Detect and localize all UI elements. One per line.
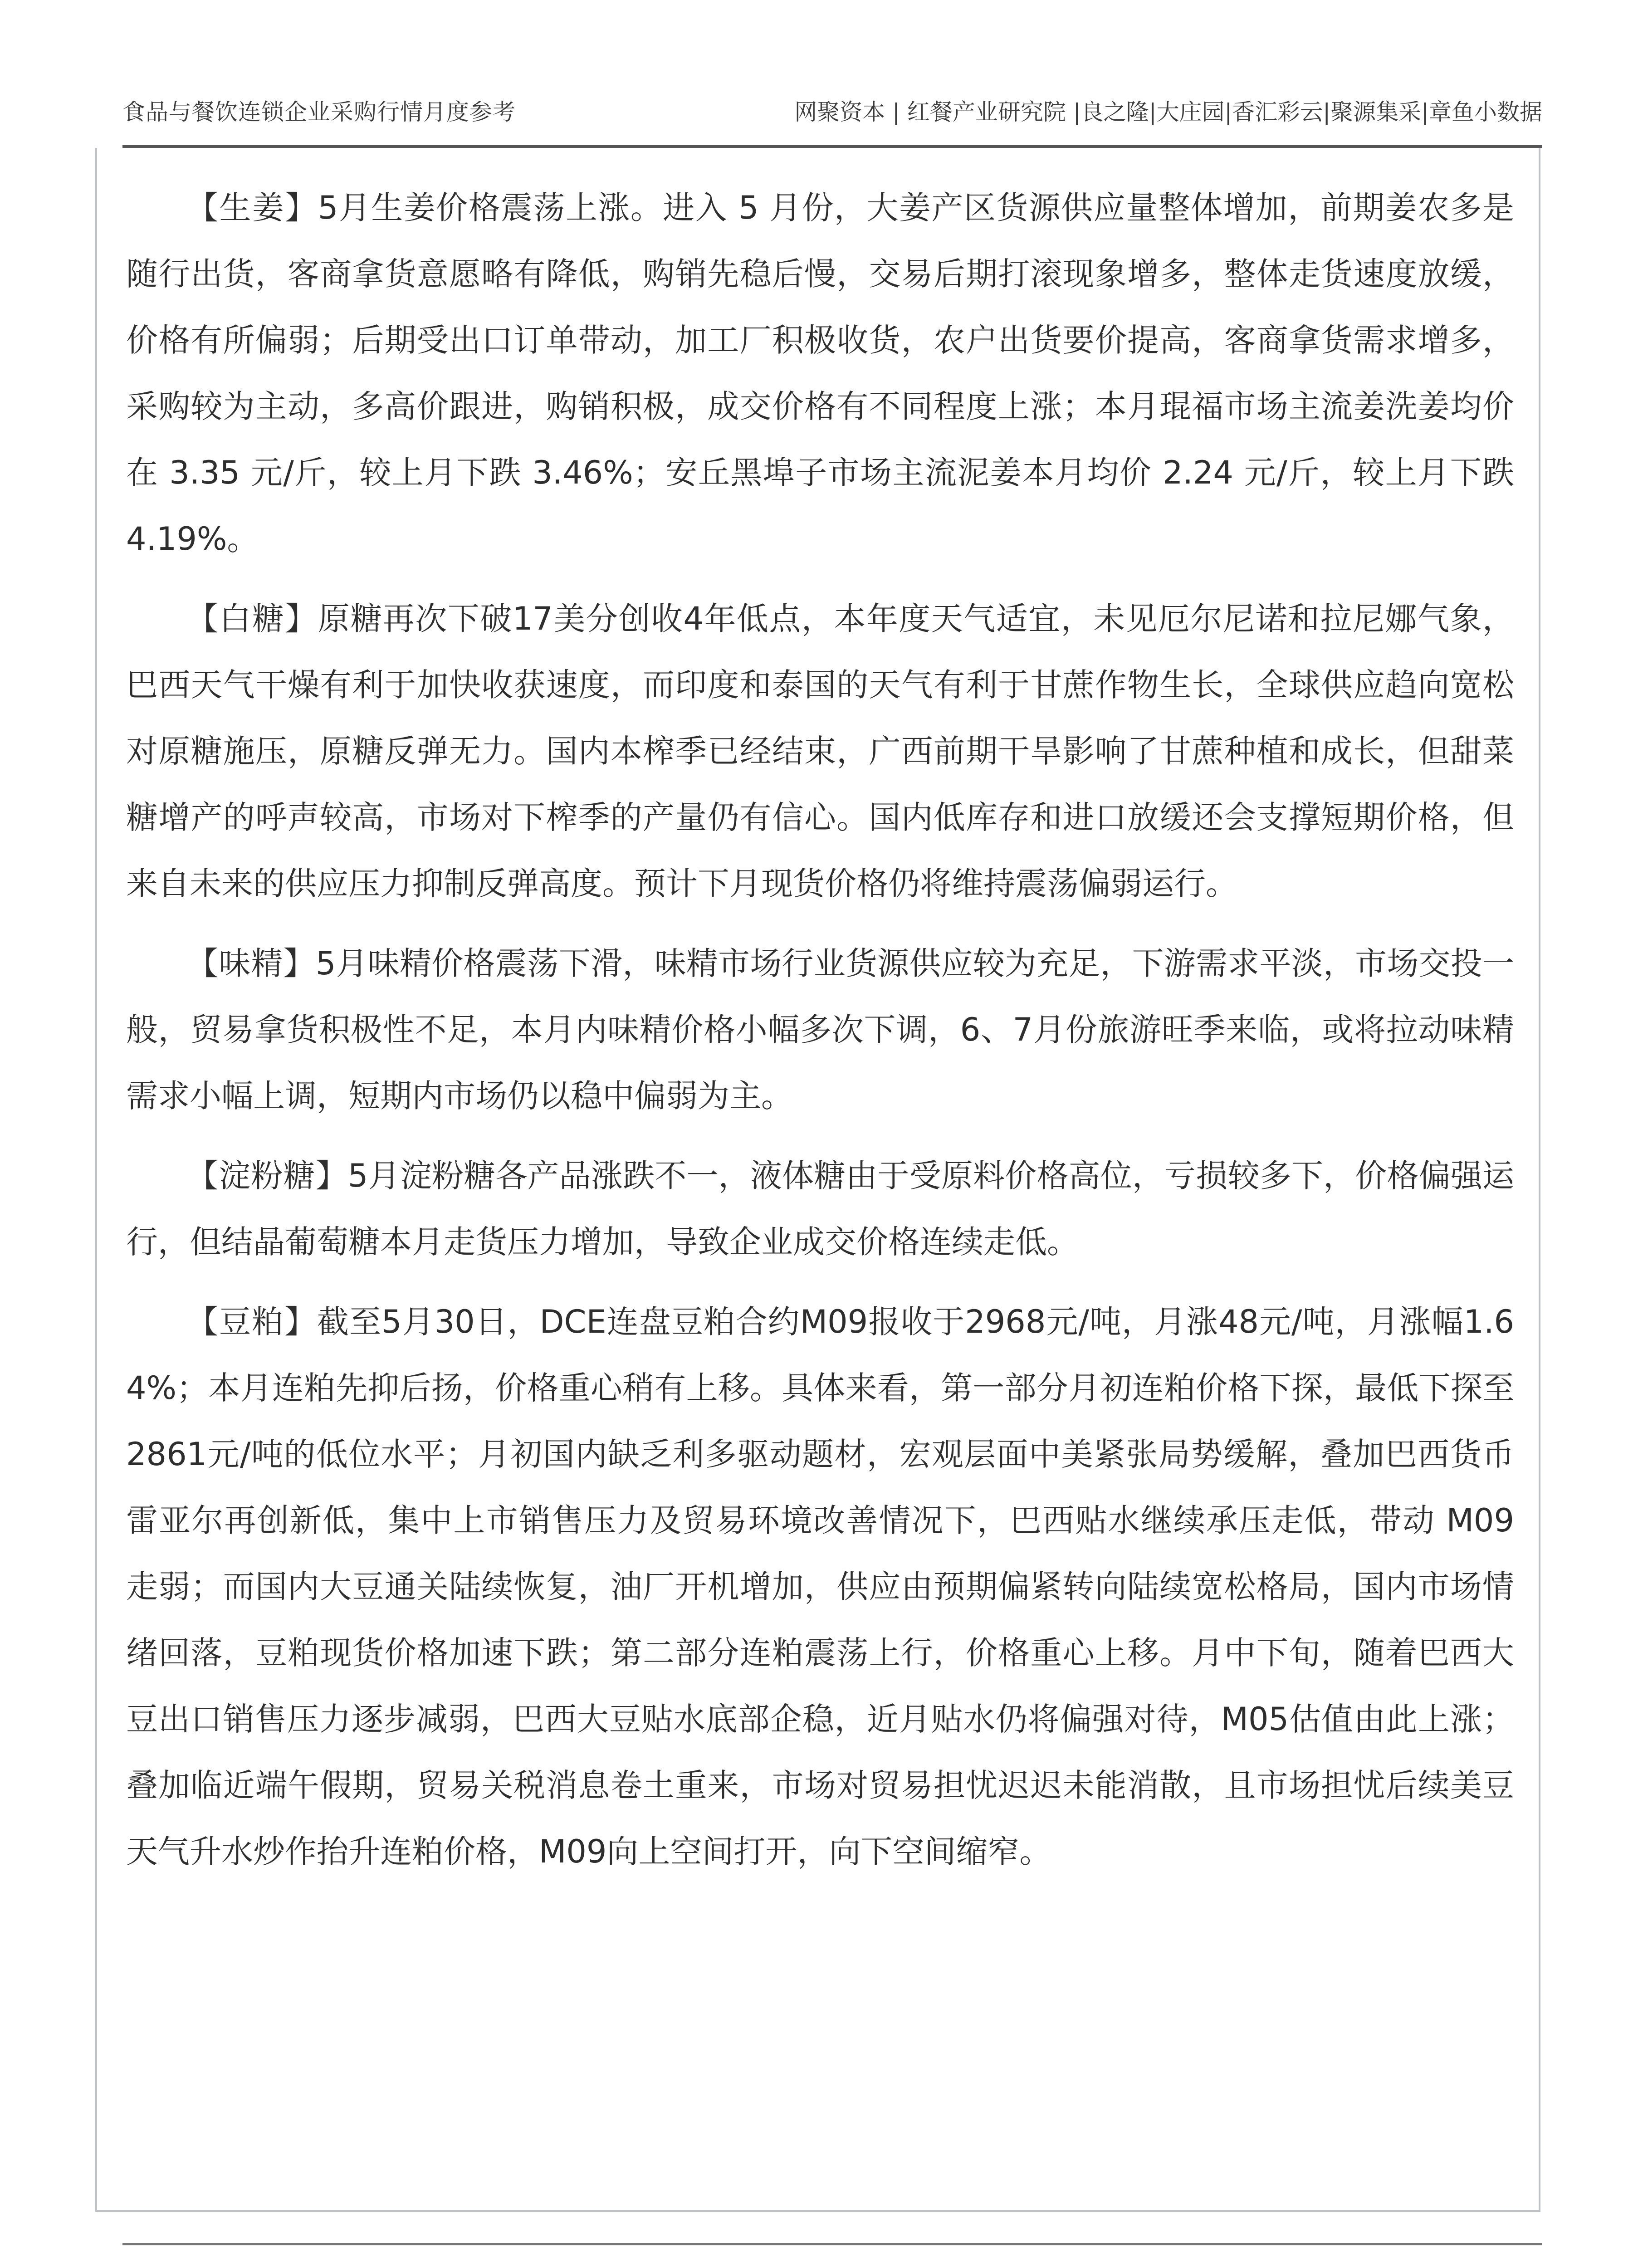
paragraph-text: 截至5月30日，DCE连盘豆粕合约M09报收于2968元/吨，月涨48元/吨，月涨幅1.64%；本月连粕先抑后扬，价格重心稍有上移。具体来看，第一部分月初连粕价格下探，最低下探至2861元/吨的低位水平；月初国内缺乏利多驱动题材，宏观层面中美紧张局势缓解，叠加巴西货币雷亚尔再创新低，集中上市销售压力及贸易环境改善情况下，巴西贴水继续承压走低，带动 M09 走弱；而国内大豆通关陆续恢复，油厂开机增加，供应由预期偏紧转向陆续宽松格局，国内市场情绪回落，豆粕现货价格加速下跌；第二部分连粕震荡上行，价格重心上移。月中下旬，随着巴西大豆出口销售压力逐步减弱，巴西大豆贴水底部企稳，近月贴水仍将偏强对待，M05估值由此上涨；叠加临近端午假期，贸易关税消息卷土重来，市场对贸易担忧迟迟未能消散，且市场担忧后续美豆天气升水炒作抬升连粕价格，M09向上空间打开，向下空间缩窄。 (126, 1303, 1515, 1870)
paragraph-text: 原糖再次下破17美分创收4年低点，本年度天气适宜，未见厄尔尼诺和拉尼娜气象，巴西天气干燥有利于加快收获速度，而印度和泰国的天气有利于甘蔗作物生长，全球供应趋向宽松对原糖施压，原糖反弹无力。国内本榨季已经结束，广西前期干旱影响了甘蔗种植和成长，但甜菜糖增产的呼声较高，市场对下榨季的产量仍有信心。国内低库存和进口放缓还会支撑短期价格，但来自未来的供应压力抑制反弹高度。预计下月现货价格仍将维持震荡偏弱运行。 (126, 600, 1515, 902)
report-title: 食品与餐饮连锁企业采购行情月度参考 (122, 99, 516, 125)
paragraph-msg (126, 930, 1514, 1129)
paragraph-tag: 【白糖】 (186, 600, 318, 637)
paragraph-sugar (126, 586, 1514, 917)
paragraph-text: 5月生姜价格震荡上涨。进入 5 月份，大姜产区货源供应量整体增加，前期姜农多是随行出货，客商拿货意愿略有降低，购销先稳后慢，交易后期打滚现象增多，整体走货速度放缓，价格有所偏弱；后期受出口订单带动，加工厂积极收货，农户出货要价提高，客商拿货需求增多，采购较为主动，多高价跟进，购销积极，成交价格有不同程度上涨；本月琨福市场主流姜洗姜均价在 3.35 元/斤，较上月下跌 3.46%；安丘黑埠子市场主流泥姜本月均价 2.24 元/斤，较上月下跌 4.19%。 (126, 189, 1515, 557)
paragraph-text: 5月味精价格震荡下滑，味精市场行业货源供应较为充足，下游需求平淡，市场交投一般，贸易拿货积极性不足，本月内味精价格小幅多次下调，6、7月份旅游旺季来临，或将拉动味精需求小幅上调，短期内市场仍以稳中偏弱为主。 (126, 945, 1514, 1114)
paragraph-tag: 【味精】 (186, 945, 316, 982)
paragraph-ginger (126, 175, 1514, 572)
paragraph-tag: 【豆粕】 (186, 1303, 318, 1340)
article-body (126, 175, 1514, 1898)
report-sources: 网聚资本 | 红餐产业研究院 |良之隆|大庄园|香汇彩云|聚源集采|章鱼小数据 (794, 99, 1542, 125)
page-header (122, 88, 1542, 138)
paragraph-soybean-meal (126, 1289, 1514, 1885)
paragraph-tag: 【淀粉糖】 (186, 1157, 348, 1194)
footer-divider (122, 2243, 1542, 2245)
paragraph-tag: 【生姜】 (186, 189, 318, 226)
paragraph-starch-sugar (126, 1143, 1514, 1275)
paragraph-text: 5月淀粉糖各产品涨跌不一，液体糖由于受原料价格高位，亏损较多下，价格偏强运行，但结晶葡萄糖本月走货压力增加，导致企业成交价格连续走低。 (126, 1157, 1514, 1261)
